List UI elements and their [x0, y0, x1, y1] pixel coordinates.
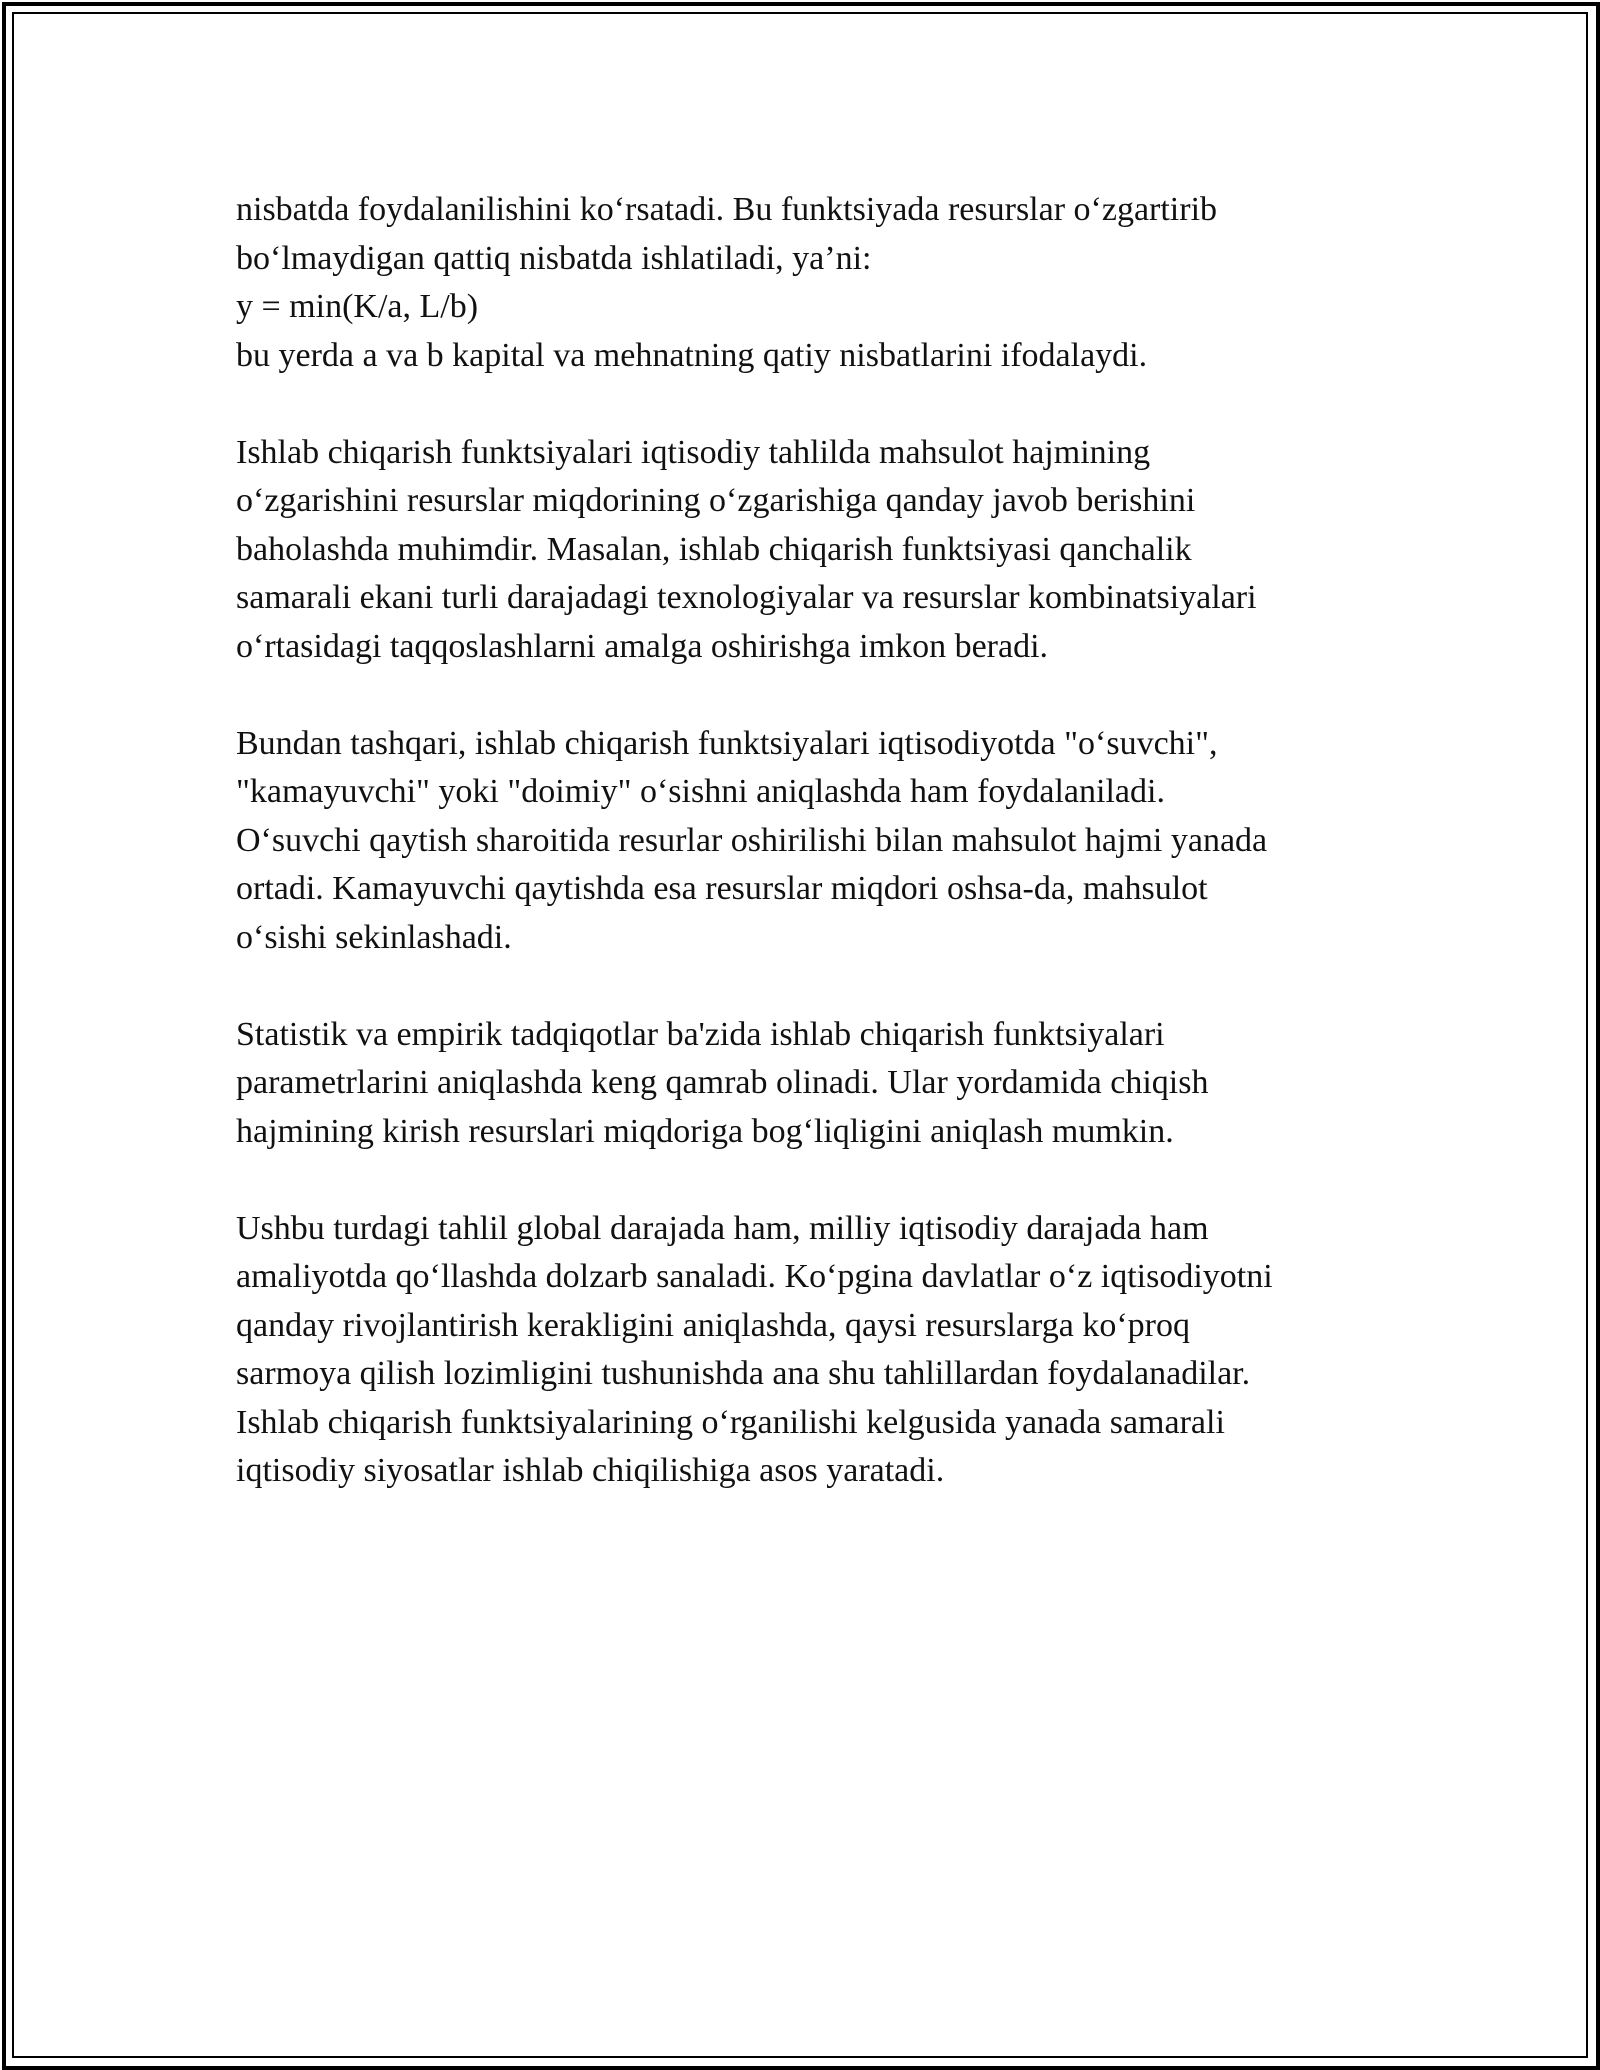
text-line: o‘rtasidagi taqqoslashlarni amalga oshirishga imkon beradi. — [236, 627, 1049, 665]
text-line: amaliyotda qo‘llashda dolzarb sanaladi. Ko‘pgina davlatlar o‘z iqtisodiyotni — [236, 1258, 1273, 1295]
document-body — [236, 186, 1396, 1544]
text-line: bu yerda a va b kapital va mehnatning qatiy nisbatlarini ifodalaydi. — [236, 336, 1148, 374]
text-line: ortadi. Kamayuvchi qaytishda esa resurslar miqdori oshsa-da, mahsulot — [236, 870, 1208, 907]
paragraph-2 — [236, 429, 1396, 672]
text-line: hajmining kirish resurslari miqdoriga bog‘liqligini aniqlash mumkin. — [236, 1112, 1174, 1150]
paragraph-1 — [236, 186, 1396, 380]
paragraph-4 — [236, 1011, 1396, 1157]
text-line: samarali ekani turli darajadagi texnologiyalar va resurslar kombinatsiyalari — [236, 579, 1257, 616]
paragraph-5 — [236, 1205, 1396, 1496]
text-line: iqtisodiy siyosatlar ishlab chiqilishiga asos yaratadi. — [236, 1452, 945, 1489]
text-line: o‘sishi sekinlashadi. — [236, 918, 512, 956]
text-line: Ushbu turdagi tahlil global darajada ham, milliy iqtisodiy darajada ham — [236, 1209, 1209, 1247]
text-line: Bundan tashqari, ishlab chiqarish funktsiyalari iqtisodiyotda "o‘suvchi", — [236, 724, 1218, 762]
text-line: baholashda muhimdir. Masalan, ishlab chiqarish funktsiyasi qanchalik — [236, 530, 1192, 568]
text-line: bo‘lmaydigan qattiq nisbatda ishlatiladi, ya’ni: — [236, 239, 872, 277]
text-line: "kamayuvchi" yoki "doimiy" o‘sishni aniqlashda ham foydalaniladi. — [236, 773, 1165, 810]
text-line: Ishlab chiqarish funktsiyalari iqtisodiy tahlilda mahsulot hajmining — [236, 433, 1151, 471]
text-line: O‘suvchi qaytish sharoitida resurlar oshirilishi bilan mahsulot hajmi yanada — [236, 821, 1268, 859]
text-line: nisbatda foydalanilishini ko‘rsatadi. Bu funktsiyada resurslar o‘zgartirib — [236, 191, 1218, 228]
text-line: sarmoya qilish lozimligini tushunishda ana shu tahlillardan foydalanadilar. — [236, 1355, 1251, 1392]
text-line: o‘zgarishini resurslar miqdorining o‘zgarishiga qanday javob berishini — [236, 482, 1196, 519]
paragraph-3 — [236, 720, 1396, 963]
text-line: parametrlarini aniqlashda keng qamrab olinadi. Ular yordamida chiqish — [236, 1064, 1209, 1101]
text-line: Ishlab chiqarish funktsiyalarining o‘rganilishi kelgusida yanada samarali — [236, 1403, 1225, 1441]
text-line: qanday rivojlantirish kerakligini aniqlashda, qaysi resurslarga ko‘proq — [236, 1306, 1190, 1344]
formula-line: y = min(K/a, L/b) — [236, 288, 479, 325]
text-line: Statistik va empirik tadqiqotlar ba'zida ishlab chiqarish funktsiyalari — [236, 1015, 1165, 1053]
